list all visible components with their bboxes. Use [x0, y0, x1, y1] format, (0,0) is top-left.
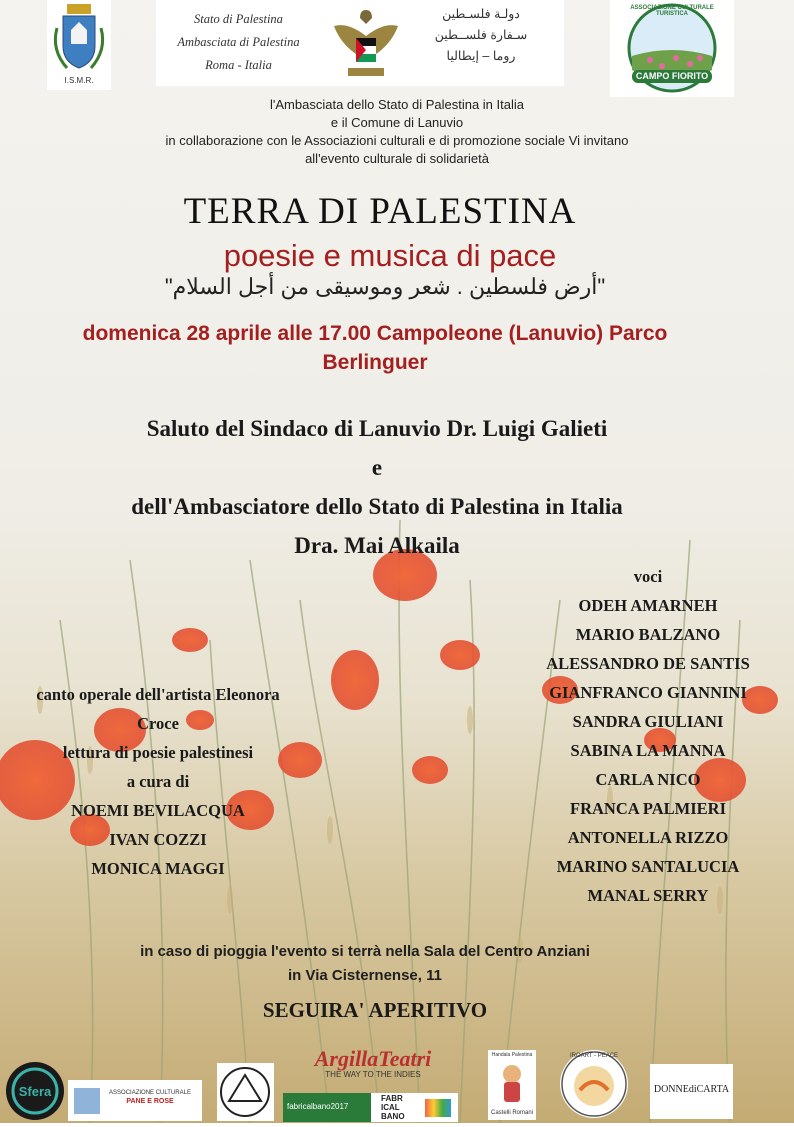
embassy-ar-line-1: دولـة فلسـطين — [442, 7, 520, 21]
sfera-logo — [4, 1060, 66, 1122]
program-line-4: a cura di — [126, 772, 190, 791]
intro-block — [100, 96, 694, 168]
embassy-it-line-1: Stato di Palestina — [194, 12, 283, 26]
pane-rose-text-1: ASSOCIAZIONE CULTURALE — [109, 1090, 191, 1096]
program-line-3: lettura di poesie palestinesi — [62, 743, 254, 762]
fabrica-name-2: ICAL — [381, 1103, 400, 1112]
municipal-crest-logo — [47, 0, 111, 90]
handala-top-text: Handala Palestina — [491, 1052, 533, 1058]
voice-name: MANAL SERRY — [587, 886, 709, 905]
aperitivo-notice: SEGUIRA' APERITIVO — [262, 998, 488, 1022]
reader-name: NOEMI BEVILACQUA — [71, 801, 245, 820]
fabrica-name-3: BANO — [381, 1112, 405, 1121]
voice-name: ANTONELLA RIZZO — [567, 828, 729, 847]
voice-name: GIANFRANCO GIANNINI — [549, 683, 747, 702]
pane-e-rose-logo — [68, 1080, 202, 1121]
date-line-1: domenica 28 aprile alle 17.00 Campoleone (Lanuvio) Parco — [82, 322, 668, 345]
handala-logo — [488, 1050, 536, 1120]
donne-text: DONNEdiCARTA — [653, 1084, 730, 1095]
program-line-2: Croce — [137, 714, 179, 733]
voice-name: SABINA LA MANNA — [570, 741, 726, 760]
voice-name: SANDRA GIULIANI — [572, 712, 724, 731]
triangle-emblem-logo — [217, 1063, 274, 1121]
program-line-1: canto operale dell'artista Eleonora — [36, 685, 280, 704]
intro-line-3: in collaborazione con le Associazioni culturali e di promozione sociale Vi invitano — [165, 133, 629, 148]
greetings-block — [40, 409, 714, 565]
date-line-2: Berlinguer — [322, 351, 428, 374]
fabrica-albano-logo — [283, 1093, 458, 1122]
intro-line-2: e il Comune di Lanuvio — [330, 115, 464, 130]
sfera-text: Sfera — [18, 1084, 52, 1099]
voice-name: MARIO BALZANO — [575, 625, 721, 644]
intro-line-4: all'evento culturale di solidarietà — [305, 151, 489, 166]
greeting-line-1: Saluto del Sindaco di Lanuvio Dr. Luigi Galieti — [146, 416, 608, 441]
fabrica-social: fabricalbano2017 — [287, 1102, 349, 1111]
fabrica-name-1: FABR — [381, 1094, 403, 1103]
reader-name: IVAN COZZI — [109, 830, 207, 849]
intro-line-1: l'Ambasciata dello Stato di Palestina in Italia — [270, 97, 524, 112]
greeting-line-2: e — [371, 455, 383, 480]
campo-name: CAMPO FIORITO — [635, 71, 709, 81]
embassy-ar-line-3: روما – إيطاليا — [446, 49, 516, 63]
voice-name: FRANCA PALMIERI — [570, 799, 726, 818]
left-program — [0, 680, 316, 883]
crest-caption: I.S.M.R. — [64, 76, 94, 85]
voice-name: ALESSANDRO DE SANTIS — [546, 654, 750, 673]
greeting-line-4: Dra. Mai Alkaila — [294, 533, 460, 558]
donne-di-carta-logo — [650, 1064, 733, 1119]
rain-line-2: in Via Cisternense, 11 — [288, 967, 442, 984]
voice-name: ODEH AMARNEH — [578, 596, 718, 615]
greeting-line-3: dell'Ambasciatore dello Stato di Palestina in Italia — [131, 494, 623, 519]
embassy-it-line-3: Roma - Italia — [205, 58, 272, 72]
embassy-banner — [156, 0, 564, 86]
campo-fiorito-logo — [610, 0, 734, 97]
embassy-ar-line-2: سـفارة فلســطين — [434, 28, 528, 42]
voices-heading: voci — [633, 567, 663, 586]
palestine-eagle-icon — [328, 4, 404, 84]
argilla-teatri-logo — [298, 1046, 448, 1086]
event-subtitle-arabic: "أرض فلسطين . شعر وموسيقى من أجل السلام" — [164, 274, 606, 299]
voice-name: CARLA NICO — [595, 770, 701, 789]
iroart-peace-logo — [560, 1050, 628, 1118]
voice-name: MARINO SANTALUCIA — [556, 857, 740, 876]
pane-rose-text-2: PANE E ROSE — [126, 1098, 174, 1105]
reader-name: MONICA MAGGI — [91, 859, 225, 878]
event-title: TERRA DI PALESTINA — [183, 191, 577, 232]
event-date-location — [70, 319, 680, 377]
rain-notice — [60, 940, 670, 988]
embassy-it-line-2: Ambasciata di Palestina — [177, 35, 300, 49]
voices-list — [520, 562, 776, 910]
handala-bottom-text: Castelli Romani — [490, 1110, 533, 1116]
argilla-name: ArgillaTeatri — [314, 1046, 432, 1071]
campo-ring-text: ASSOCIAZIONE CULTURALE TURISTICA — [630, 5, 714, 17]
argilla-tagline: THE WAY TO THE INDIES — [325, 1070, 421, 1079]
iroart-text: IROART - PEACE — [569, 1053, 619, 1059]
event-subtitle: poesie e musica di pace — [223, 238, 557, 273]
rain-line-1: in caso di pioggia l'evento si terrà nella Sala del Centro Anziani — [140, 943, 590, 960]
